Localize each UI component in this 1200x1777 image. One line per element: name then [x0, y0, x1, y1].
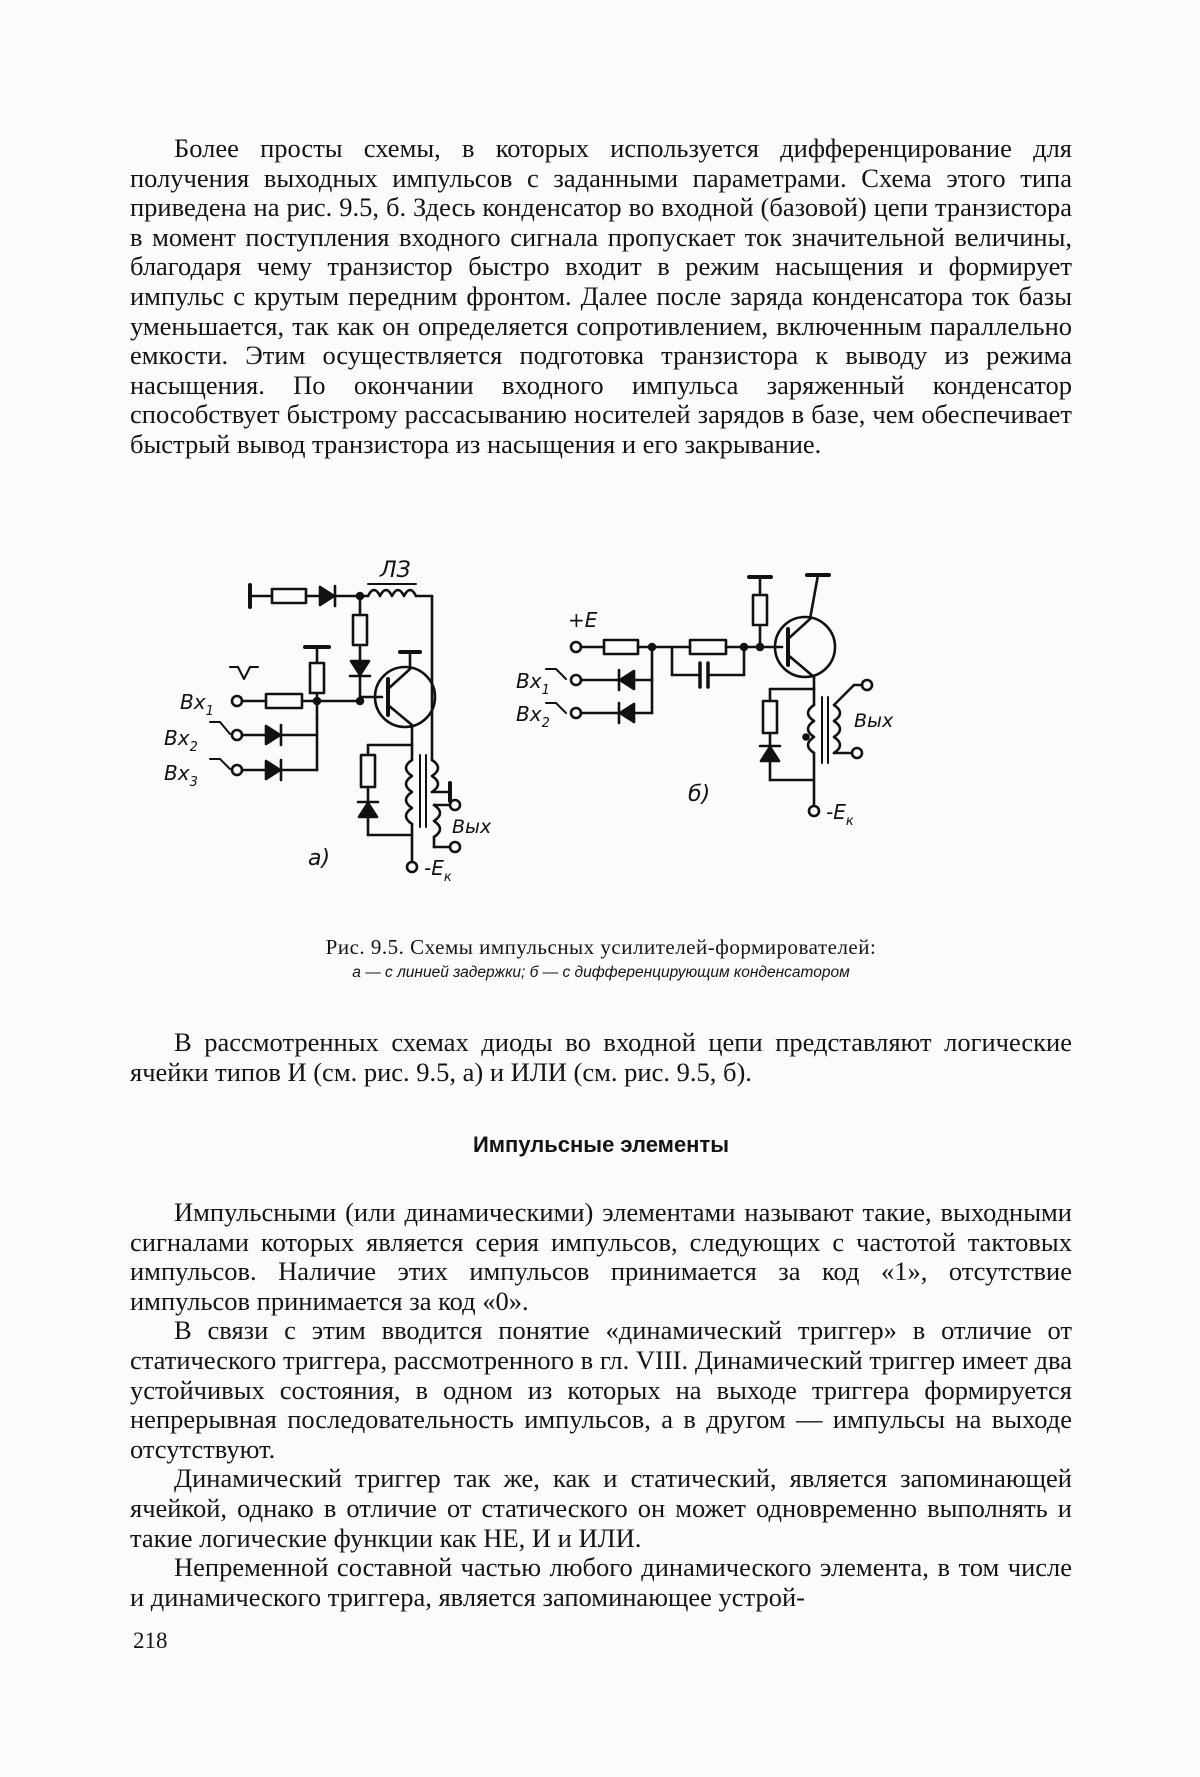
input-label-3: $Вх_3$ [164, 761, 198, 790]
resistor-base-bias [753, 595, 767, 625]
paragraph-logic-cells: В рассмотренных схемах диоды во входной цепи представляют логические ячейки типов И (см. рис. 9.5, а) и ИЛИ (см. рис. 9.5, б). [130, 1027, 1072, 1087]
resistor-bias [310, 663, 324, 693]
b-input-label-1: $Вх_1$ [516, 669, 550, 698]
input-label-2: $Вх_2$ [164, 726, 198, 755]
figure-9-5 [164, 555, 1020, 925]
paragraph-memory-cell: Динамический триггер так же, как и статический, является запоминающей ячейкой, однако в отличие от статического он может одновременно выполнять и такие логические функции как НЕ, И и ИЛИ. [130, 1463, 1072, 1553]
transformer-primary [406, 760, 412, 824]
resistor-emitter [361, 755, 375, 787]
delay-line-coil [368, 590, 416, 596]
paragraph-dynamic-trigger: В связи с этим вводится понятие «динамический триггер» в отличие от статического триггера, рассмотренного в гл. VIII. Динамический триггер имеет два устойчивых состояния, в одном из которых на выходе триггера формируется непрерывная последовательность импульсов, а в другом — импульсы на выходе отсутствуют. [130, 1315, 1072, 1464]
resistor-parallel [690, 640, 726, 654]
plus-supply-label: +Е [568, 608, 598, 632]
diode-mid [351, 661, 369, 675]
delay-line-label: ЛЗ [380, 558, 411, 583]
pulse-b-in2 [546, 703, 566, 713]
pulse-in2 [210, 722, 230, 734]
diode-emitter [359, 803, 377, 817]
supply-label-b: $-Е_к$ [826, 800, 854, 829]
pulse-b-in1 [546, 669, 566, 679]
resistor-top [272, 589, 306, 603]
figure-caption: Рис. 9.5. Схемы импульсных усилителей-формирователей: [325, 935, 877, 959]
figure-subcaption: а — с линией задержки; б — с дифференцирующим конденсатором [352, 964, 850, 981]
schematic-b [516, 575, 894, 829]
resistor-in1 [266, 694, 302, 708]
text-block-bottom [130, 1198, 1072, 1612]
resistor-mid [353, 615, 367, 645]
figure-label-b: б) [688, 782, 711, 807]
paragraph-storage-device: Непременной составной частью любого динамического элемента, в том числе и динамического триггера, является запоминающее устрой- [130, 1552, 1072, 1612]
diode-in2 [266, 726, 280, 744]
transformer-secondary [432, 760, 438, 792]
paragraph-differentiation: Более просты схемы, в которых используется дифференцирование для получения выходных импульсов с заданными параметрами. Схема этого типа приведена на рис. 9.5, б. Здесь конденсатор во входной (базовой) цепи транзистора в момент поступления входного сигнала пропускает ток значительной величины, благодаря чему транзистор быстро входит в режим насыщения и формирует импульс с крутым передним фронтом. Далее после заряда конденсатора ток базы уменьшается, так как он определяется сопротивлением, включенным параллельно емкости. Этим осуществляется подготовка транзистора к выводу из режима насыщения. По окончании входного импульса заряженный конденсатор способствует быстрому рассасыванию носителей зарядов в базе, чем обеспечивает быстрый вывод транзистора из насыщения и его закрывание. [130, 133, 1072, 459]
diode-top [320, 587, 334, 605]
resistor-plus [604, 640, 638, 654]
diode-b-emitter [761, 747, 779, 761]
resistor-b-emitter [763, 701, 777, 733]
b-input-label-2: $Вх_2$ [516, 702, 550, 731]
section-heading: Импульсные элементы [472, 1132, 730, 1157]
text-block-middle [130, 1028, 1072, 1087]
supply-label-a: $-Е_к$ [424, 856, 452, 885]
transformer-b-primary [808, 705, 814, 753]
schematic-a [164, 558, 492, 885]
text-block-top [130, 134, 1072, 460]
pulse-in1 [230, 667, 258, 679]
page-number: 218 [133, 1628, 168, 1653]
diode-in3 [266, 761, 280, 779]
output-label-a: Вых [452, 816, 492, 838]
transformer-b-secondary [834, 705, 840, 753]
transformer-output [434, 805, 440, 837]
diode-b-in1 [620, 671, 634, 689]
diode-b-in2 [620, 704, 634, 722]
figure-label-a: а) [308, 846, 331, 871]
circuit-diagrams [164, 555, 1020, 925]
input-label-1: $Вх_1$ [180, 690, 214, 719]
output-label-b: Вых [854, 710, 894, 732]
paragraph-pulse-elements: Импульсными (или динамическими) элементами называют такие, выходными сигналами которых является серия импульсов, следующих с частотой тактовых импульсов. Наличие этих импульсов принимается за код «1», отсутствие импульсов принимается за код «0». [130, 1197, 1072, 1316]
pulse-in3 [210, 759, 230, 769]
